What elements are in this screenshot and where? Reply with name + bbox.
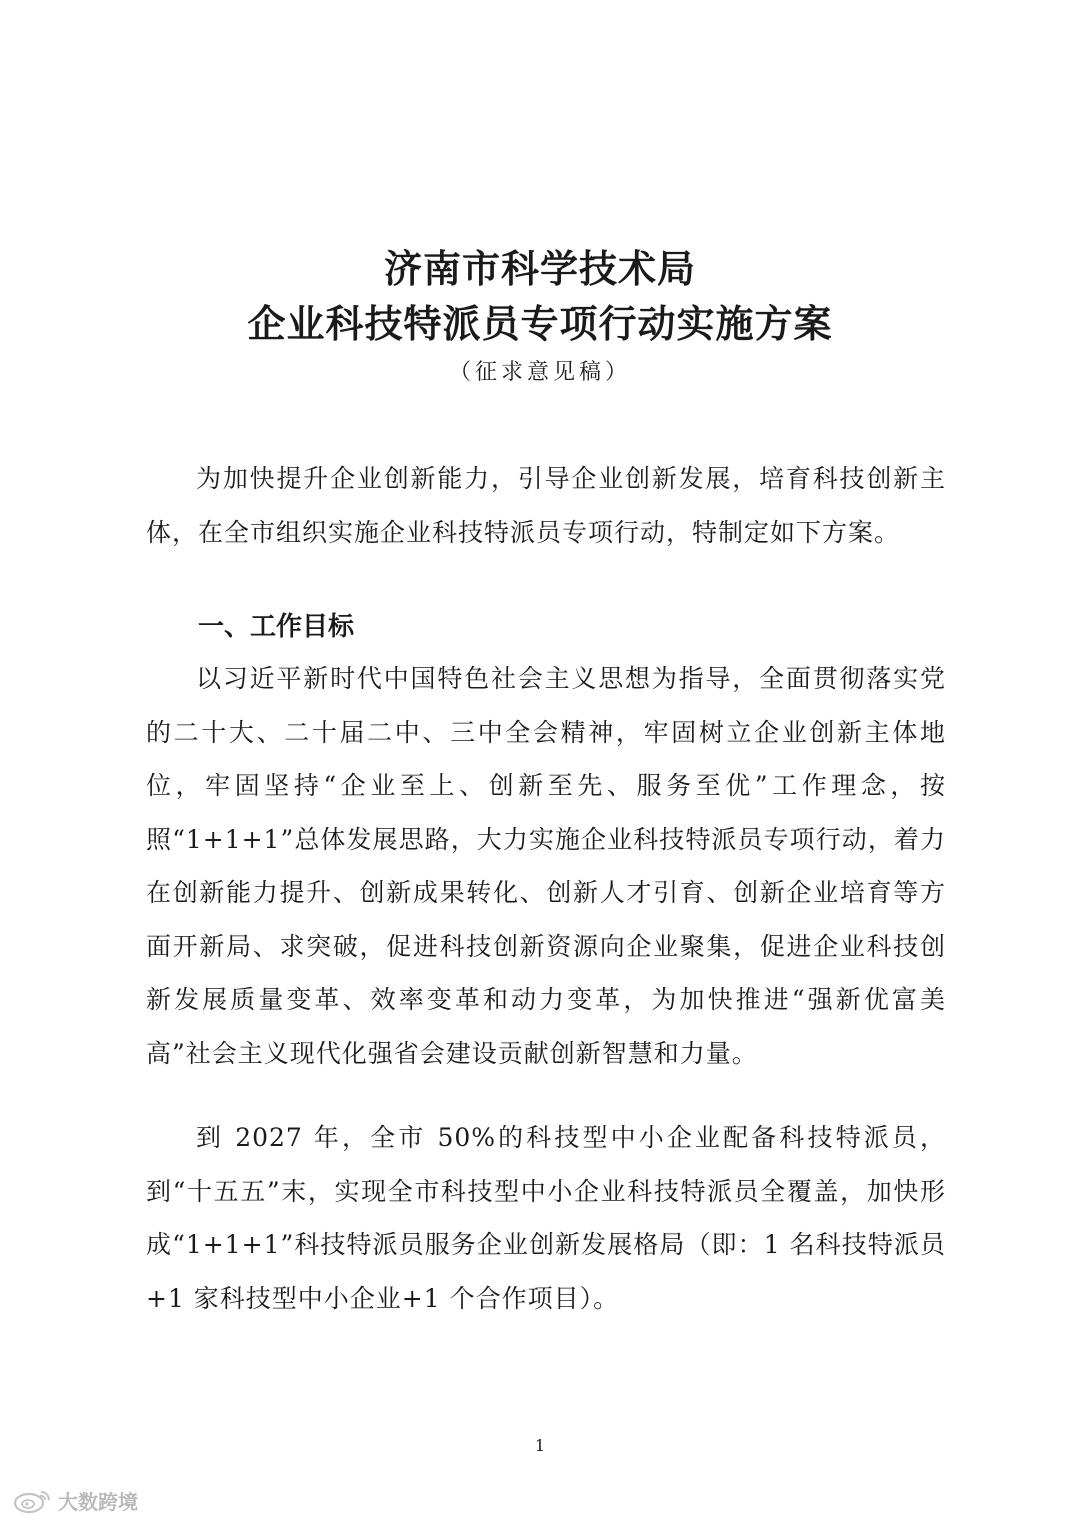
- page-number: 1: [534, 1436, 546, 1455]
- watermark-text: 大数跨境: [58, 1490, 138, 1514]
- intro-paragraph: 为加快提升企业创新能力，引导企业创新发展，培育科技创新主体，在全市组织实施企业科技特派员专项行动，特制定如下方案。: [146, 464, 946, 547]
- watermark: [12, 1486, 138, 1515]
- section-heading-work-goals: 一、工作目标: [198, 612, 355, 642]
- weibo-logo-icon: [12, 1488, 52, 1514]
- target-paragraph: 到 2027 年，全市 50%的科技型中小企业配备科技特派员，到“十五五”末，实现全市科技型中小企业科技特派员全覆盖，加快形成“1+1+1”科技特派员服务企业创新发展格局（即：1 名科技特派员+1 家科技型中小企业+1 个合作项目）。: [146, 1123, 946, 1313]
- document-title-line2: 企业科技特派员专项行动实施方案: [247, 301, 833, 346]
- goal-paragraph: 以习近平新时代中国特色社会主义思想为指导，全面贯彻落实党的二十大、二十届二中、三中全会精神，牢固树立企业创新主体地位，牢固坚持“企业至上、创新至先、服务至优”工作理念，按照“1+1+1”总体发展思路，大力实施企业科技特派员专项行动，着力在创新能力提升、创新成果转化、创新人才引育、创新企业培育等方面开新局、求突破，促进科技创新资源向企业聚集，促进企业科技创新发展质量变革、效率变革和动力变革，为加快推进“强新优富美高”社会主义现代化强省会建设贡献创新智慧和力量。: [146, 664, 946, 1068]
- document-title-line1: 济南市科学技术局: [383, 246, 696, 291]
- document-subtitle: （征求意见稿）: [448, 360, 631, 385]
